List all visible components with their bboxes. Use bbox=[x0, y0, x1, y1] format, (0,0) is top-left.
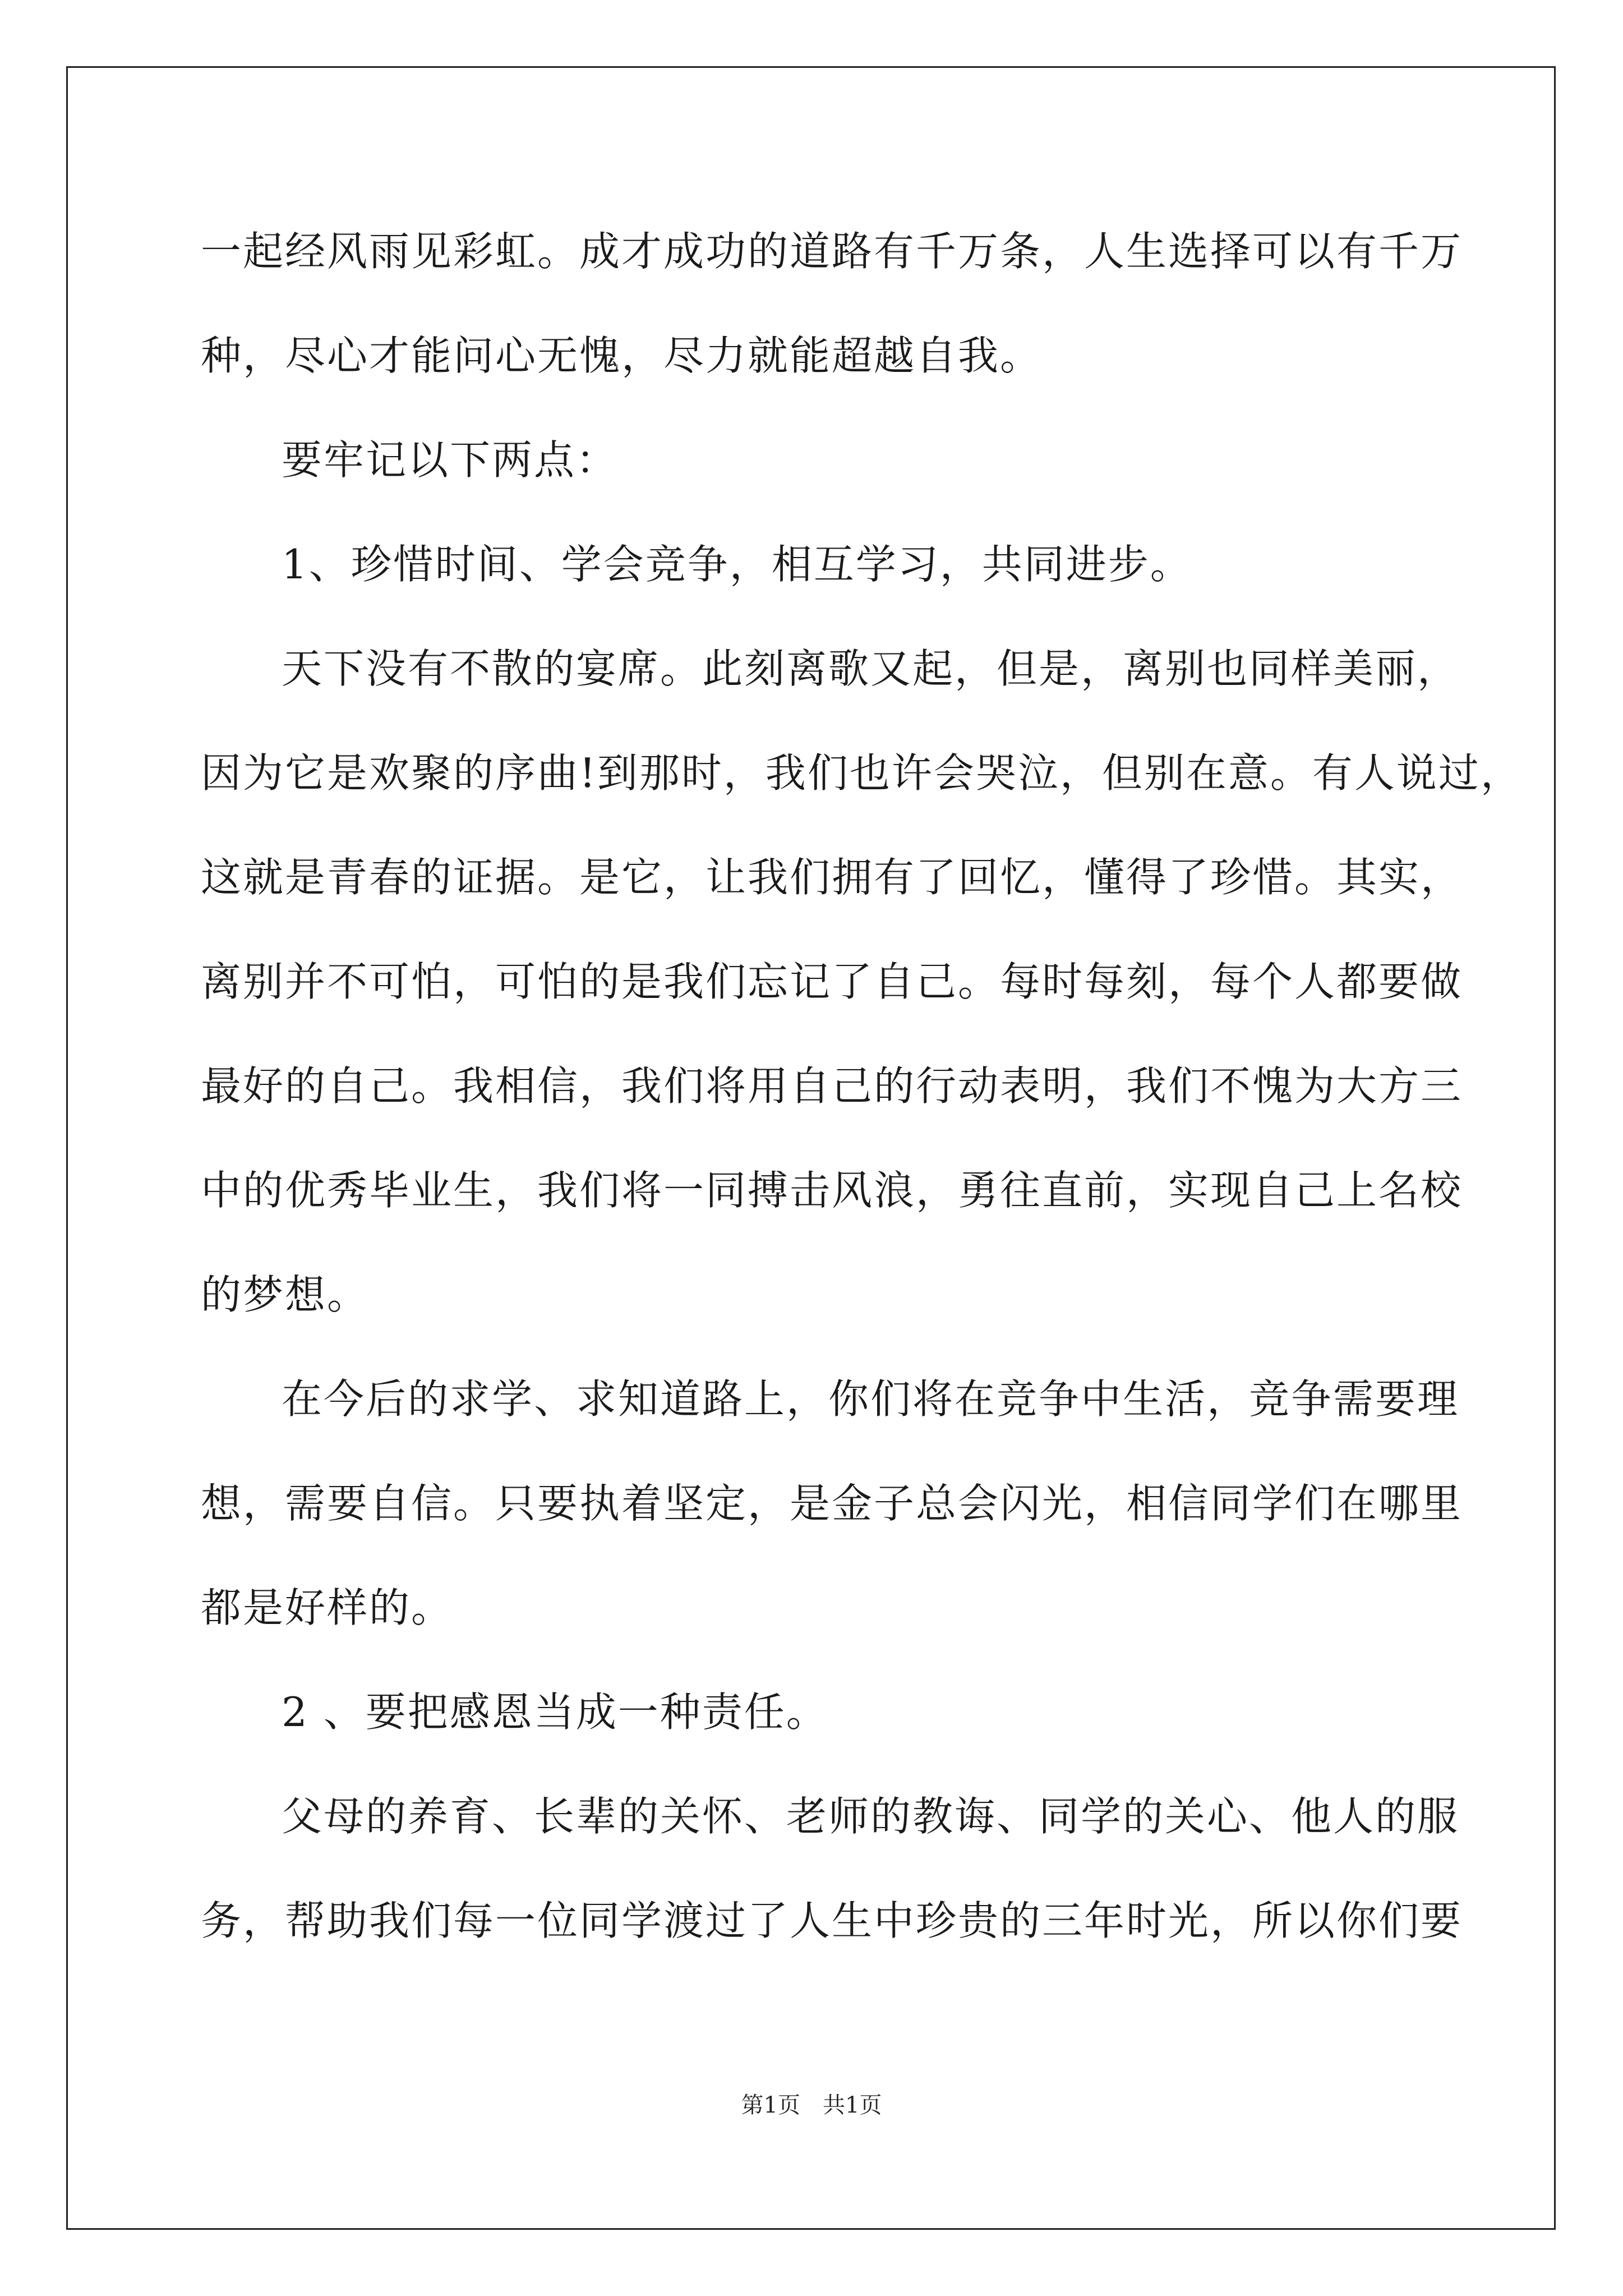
text-line: 最好的自己。我相信，我们将用自己的行动表明，我们不愧为大方三 bbox=[201, 1062, 1463, 1110]
text-line: 务，帮助我们每一位同学渡过了人生中珍贵的三年时光，所以你们要 bbox=[201, 1897, 1463, 1944]
text-line: 这就是青春的证据。是它，让我们拥有了回忆，懂得了珍惜。其实， bbox=[201, 854, 1463, 901]
text-line: 1、珍惜时间、学会竞争，相互学习，共同进步。 bbox=[282, 541, 1192, 588]
text-line: 因为它是欢聚的序曲!到那时，我们也许会哭泣，但别在意。有人说过， bbox=[201, 749, 1523, 797]
text-line: 要牢记以下两点： bbox=[282, 436, 619, 484]
text-line: 在今后的求学、求知道路上，你们将在竞争中生活，竞争需要理 bbox=[282, 1375, 1460, 1423]
text-line: 父母的养育、长辈的关怀、老师的教诲、同学的关心、他人的服 bbox=[282, 1793, 1460, 1840]
text-line: 2 、要把感恩当成一种责任。 bbox=[282, 1688, 828, 1736]
page-footer: 第1页 共1页 bbox=[741, 2092, 882, 2118]
text-line: 的梦想。 bbox=[201, 1271, 370, 1318]
text-line: 中的优秀毕业生，我们将一同搏击风浪，勇往直前，实现自己上名校 bbox=[201, 1167, 1463, 1214]
text-line: 都是好样的。 bbox=[201, 1584, 454, 1631]
text-line: 种，尽心才能问心无愧，尽力就能超越自我。 bbox=[201, 332, 1043, 379]
text-line: 离别并不可怕，可怕的是我们忘记了自己。每时每刻，每个人都要做 bbox=[201, 958, 1463, 1005]
text-line: 想，需要自信。只要执着坚定，是金子总会闪光，相信同学们在哪里 bbox=[201, 1480, 1463, 1527]
text-line: 天下没有不散的宴席。此刻离歌又起，但是，离别也同样美丽， bbox=[282, 645, 1460, 692]
text-line: 一起经风雨见彩虹。成才成功的道路有千万条，人生选择可以有千万 bbox=[201, 228, 1463, 275]
